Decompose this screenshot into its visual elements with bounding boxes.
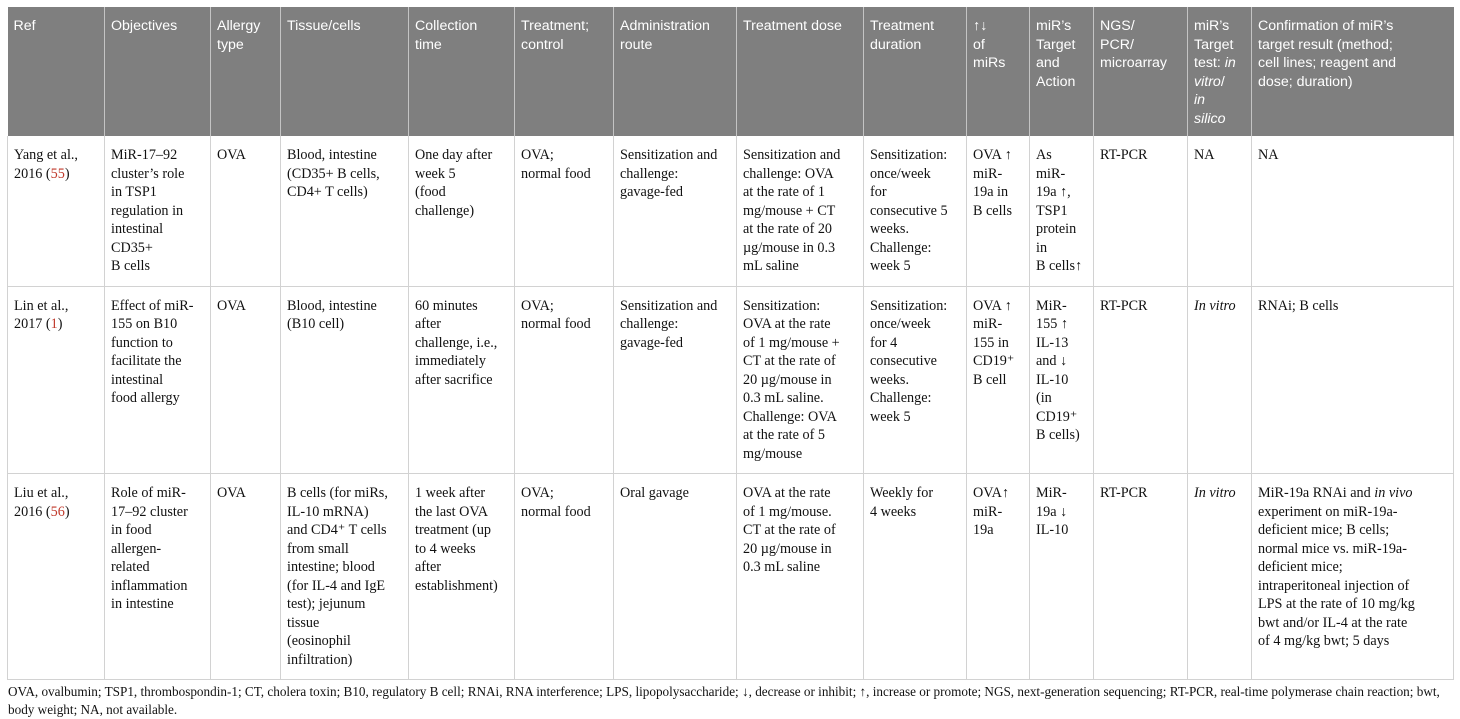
cell-line: 4 weeks (870, 503, 917, 520)
table-row (8, 286, 1454, 474)
cell-ref (8, 136, 105, 286)
cell-line: B cells↑ (1036, 258, 1083, 274)
cell-ngs (1094, 474, 1188, 680)
cell-line: TSP1 (1036, 202, 1068, 219)
cell-line: at the rate of 20 (743, 221, 833, 237)
cell-line: consecutive 5 (870, 202, 948, 219)
cell-dose (737, 286, 864, 474)
cell-line: Sensitization: (743, 297, 821, 314)
cell-target (1030, 474, 1094, 680)
cell-line: 19a ↑, (1036, 184, 1071, 200)
cell-line: 20 µg/mouse in (743, 371, 832, 388)
cell-line: IL-13 (1036, 334, 1069, 351)
cell-collection (409, 136, 515, 286)
cell-mirs (967, 286, 1030, 474)
cell-line: after (415, 559, 441, 575)
table-body (8, 136, 1454, 680)
header-administration-route: Administration route (614, 7, 737, 136)
cell-allergy (211, 286, 281, 474)
cell-line: 1 week after (415, 485, 486, 501)
cell-line: CT at the rate of (743, 353, 836, 369)
cell-line: in (1036, 239, 1048, 256)
cell-line: deficient mice; B cells; (1258, 522, 1390, 538)
cell-line: OVA; (521, 485, 554, 501)
cell-line: Challenge: OVA (743, 408, 837, 425)
cell-target (1030, 286, 1094, 474)
cell-line: regulation in (111, 202, 184, 219)
cell-line: OVA; (521, 147, 554, 163)
cell-line: week 5 (415, 165, 456, 182)
cell-line: food allergy (111, 390, 180, 406)
cell-objectives (105, 136, 211, 286)
cell-line: 60 minutes (415, 297, 478, 314)
cell-line: intestinal (111, 371, 164, 388)
cell-line: inflammation (111, 577, 188, 594)
cell-line: OVA (217, 297, 246, 314)
cell-target (1030, 136, 1094, 286)
cell-allergy (211, 474, 281, 680)
cell-line: function to (111, 334, 173, 351)
cell-line: 19a ↓ (1036, 503, 1068, 520)
cell-line: related (111, 559, 150, 575)
cell-line: in TSP1 (111, 184, 157, 200)
cell-line: after (415, 316, 441, 332)
cell-line: OVA; (521, 297, 554, 314)
cell-line: MiR-17–92 (111, 147, 178, 163)
cell-test (1188, 286, 1252, 474)
cell-line: (B10 cell) (287, 316, 345, 332)
table-row (8, 136, 1454, 286)
cell-line: experiment on miR-19a- (1258, 503, 1398, 520)
cell-line: RT-PCR (1100, 147, 1148, 163)
cell-allergy (211, 136, 281, 286)
cell-line: 2016 (56) (14, 503, 70, 520)
cell-treatment (515, 474, 614, 680)
cell-line: OVA (217, 485, 246, 501)
cell-line: protein (1036, 221, 1077, 237)
cell-line: week 5 (870, 408, 911, 425)
cell-collection (409, 286, 515, 474)
cell-line: challenge: OVA (743, 165, 834, 182)
cell-line: IL-10 (1036, 371, 1069, 388)
cell-line: In vitro (1194, 297, 1236, 314)
cell-ref (8, 286, 105, 474)
cell-line: CD19⁺ (1036, 408, 1078, 425)
cell-line: NA (1258, 147, 1279, 163)
cell-line: to 4 weeks (415, 540, 476, 557)
cell-line: Sensitization and (620, 147, 718, 163)
cell-test (1188, 474, 1252, 680)
cell-route (614, 286, 737, 474)
cell-line: intestine; blood (287, 559, 375, 575)
cell-line: In vitro (1194, 485, 1236, 501)
cell-line: gavage-fed (620, 334, 684, 351)
cell-objectives (105, 474, 211, 680)
cell-ref (8, 474, 105, 680)
table-footnote: OVA, ovalbumin; TSP1, thrombospondin-1; CT, cholera toxin; B10, regulatory B cell; RNAi, RNA interference; LPS, lipopolysaccharide; ↓, decrease or inhibit; ↑, increase or promote; NGS, next-generation sequencing; RT-PCR, real-time polymerase chain reaction; bwt, body weight; NA, not available. (8, 684, 1440, 717)
cell-line: Sensitization and (743, 147, 841, 163)
cell-route (614, 136, 737, 286)
header-treatment-control: Treatment; control (515, 7, 614, 136)
cell-line: Liu et al., (14, 485, 69, 501)
header-objectives: Objectives (105, 7, 211, 136)
cell-line: treatment (up (415, 522, 492, 538)
cell-line: normal mice vs. miR-19a- (1258, 540, 1407, 557)
cell-line: Sensitization: (870, 147, 948, 163)
cell-line: MiR-19a RNAi and in vivo (1258, 485, 1413, 501)
cell-line: LPS at the rate of 10 mg/kg (1258, 596, 1415, 612)
cell-line: Oral gavage (620, 485, 689, 501)
cell-line: B cells) (1036, 427, 1080, 443)
cell-line: CD19⁺ (973, 353, 1015, 369)
cell-line: the last OVA (415, 503, 489, 520)
cell-line: miR- (973, 165, 1003, 182)
cell-mirs (967, 474, 1030, 680)
cell-line: immediately (415, 353, 486, 369)
cell-line: of 1 mg/mouse. (743, 503, 832, 520)
cell-line: challenge, i.e., (415, 334, 498, 351)
table-container (7, 7, 1453, 719)
cell-line: once/week (870, 316, 931, 332)
cell-line: intraperitoneal injection of (1258, 577, 1410, 594)
cell-confirm (1252, 474, 1454, 680)
cell-line: 155 in (973, 334, 1009, 351)
cell-line: One day after (415, 147, 493, 163)
cell-line: and ↓ (1036, 353, 1068, 369)
cell-line: intestinal (111, 221, 164, 237)
cell-line: challenge: (620, 316, 679, 332)
cell-mirs (967, 136, 1030, 286)
header-mirs-direction: ↑↓ of miRs (967, 7, 1030, 136)
cell-line: normal food (521, 165, 591, 182)
header-target-test-line: in (1194, 92, 1206, 108)
cell-line: 0.3 mL saline (743, 559, 821, 575)
cell-tissue (281, 136, 409, 286)
cell-line: 19a (973, 522, 994, 538)
reference-link[interactable]: 56 (50, 503, 65, 520)
cell-line: 155 ↑ (1036, 316, 1068, 332)
cell-line: RNAi; B cells (1258, 297, 1339, 314)
cell-line: for (870, 184, 887, 200)
cell-line: miR- (973, 316, 1003, 332)
header-target-test (1188, 7, 1252, 136)
cell-line: Blood, intestine (287, 297, 377, 314)
cell-line: miR- (1036, 165, 1066, 182)
cell-line: B cells (for miRs, (287, 485, 388, 501)
cell-route (614, 474, 737, 680)
cell-line: Challenge: (870, 239, 932, 256)
reference-link[interactable]: 55 (50, 165, 65, 182)
cell-duration (864, 136, 967, 286)
header-target-test-line: Target (1194, 36, 1234, 53)
cell-line: test); jejunum (287, 596, 366, 612)
cell-line: OVA ↑ (973, 297, 1012, 314)
cell-line: (in (1036, 390, 1052, 406)
header-mirs-target-action: miR’s Target and Action (1030, 7, 1094, 136)
cell-line: 17–92 cluster (111, 503, 188, 520)
cell-line: 2016 (55) (14, 165, 70, 182)
cell-line: 0.3 mL saline. (743, 390, 824, 406)
cell-line: Blood, intestine (287, 147, 377, 163)
cell-line: cluster’s role (111, 165, 185, 182)
cell-line: at the rate of 5 (743, 427, 825, 443)
cell-line: weeks. (870, 221, 910, 237)
cell-line: Effect of miR- (111, 297, 194, 314)
cell-line: B cells (111, 258, 151, 274)
cell-line: (for IL-4 and IgE (287, 577, 386, 594)
cell-line: MiR- (1036, 485, 1067, 501)
cell-line: OVA (217, 147, 246, 163)
cell-line: OVA at the rate (743, 316, 831, 332)
cell-line: weeks. (870, 371, 910, 388)
cell-ngs (1094, 136, 1188, 286)
cell-line: (eosinophil (287, 633, 351, 649)
cell-dose (737, 136, 864, 286)
cell-line: CT at the rate of (743, 522, 836, 538)
cell-line: 155 on B10 (111, 316, 178, 332)
cell-line: mL saline (743, 258, 799, 274)
cell-line: mg/mouse (743, 445, 803, 462)
cell-line: gavage-fed (620, 184, 684, 200)
cell-line: CD4+ T cells) (287, 184, 368, 200)
cell-line: B cell (973, 371, 1007, 388)
header-ref: Ref (8, 7, 105, 136)
cell-line: after sacrifice (415, 371, 493, 388)
header-collection-time: Collection time (409, 7, 515, 136)
cell-line: IL-10 (1036, 522, 1069, 538)
cell-line: and CD4⁺ T cells (287, 522, 387, 538)
cell-line: Weekly for (870, 485, 934, 501)
cell-line: mg/mouse + CT (743, 202, 836, 219)
cell-line: 20 µg/mouse in (743, 540, 832, 557)
cell-line: bwt and/or IL-4 at the rate (1258, 614, 1408, 631)
cell-line: NA (1194, 147, 1215, 163)
header-target-test-line: vitro/ (1194, 73, 1225, 90)
cell-tissue (281, 286, 409, 474)
mirna-studies-table (7, 7, 1454, 680)
cell-line: 19a in (973, 184, 1009, 200)
cell-confirm (1252, 136, 1454, 286)
header-tissue-cells: Tissue/cells (281, 7, 409, 136)
cell-line: in intestine (111, 596, 174, 612)
header-target-test-text (1194, 17, 1245, 128)
reference-link[interactable]: 1 (50, 316, 58, 332)
cell-line: MiR- (1036, 297, 1067, 314)
header-target-test-line: miR’s (1194, 18, 1230, 34)
cell-line: in food (111, 522, 152, 538)
cell-confirm (1252, 286, 1454, 474)
cell-line: OVA at the rate (743, 485, 831, 501)
cell-line: (food (415, 184, 446, 200)
cell-line: B cells (973, 202, 1013, 219)
cell-line: for 4 (870, 334, 898, 351)
header-row (8, 7, 1454, 136)
cell-line: Sensitization: (870, 297, 948, 314)
cell-line: As (1036, 147, 1052, 163)
cell-line: RT-PCR (1100, 297, 1148, 314)
cell-line: Role of miR- (111, 485, 186, 501)
cell-line: challenge: (620, 165, 679, 182)
cell-line: 2017 (1) (14, 316, 63, 332)
header-target-test-line: silico (1194, 110, 1226, 127)
cell-line: allergen- (111, 540, 162, 557)
cell-objectives (105, 286, 211, 474)
header-target-test-line: test: in (1194, 55, 1236, 71)
cell-line: (CD35+ B cells, (287, 165, 380, 182)
cell-line: miR- (973, 503, 1003, 520)
cell-tissue (281, 474, 409, 680)
cell-line: at the rate of 1 (743, 184, 825, 200)
cell-line: of 1 mg/mouse + (743, 334, 840, 351)
cell-line: OVA ↑ (973, 147, 1012, 163)
header-confirmation: Confirmation of miR’s target result (method; cell lines; reagent and dose; duration) (1252, 7, 1454, 136)
header-ngs-pcr-microarray: NGS/ PCR/ microarray (1094, 7, 1188, 136)
cell-line: challenge) (415, 202, 475, 219)
cell-duration (864, 474, 967, 680)
cell-collection (409, 474, 515, 680)
cell-duration (864, 286, 967, 474)
cell-line: consecutive (870, 353, 937, 369)
cell-line: Lin et al., (14, 297, 69, 314)
cell-line: of 4 mg/kg bwt; 5 days (1258, 633, 1390, 649)
cell-line: Sensitization and (620, 297, 718, 314)
cell-ngs (1094, 286, 1188, 474)
table-row (8, 474, 1454, 680)
cell-line: CD35+ (111, 239, 153, 256)
cell-line: IL-10 mRNA) (287, 503, 369, 520)
cell-line: week 5 (870, 258, 911, 274)
cell-line: OVA↑ (973, 485, 1010, 501)
cell-line: Yang et al., (14, 147, 78, 163)
cell-line: infiltration) (287, 651, 353, 668)
cell-line: RT-PCR (1100, 485, 1148, 501)
cell-test (1188, 136, 1252, 286)
cell-line: normal food (521, 503, 591, 520)
header-allergy-type: Allergy type (211, 7, 281, 136)
cell-line: establishment) (415, 577, 498, 594)
cell-line: deficient mice; (1258, 559, 1343, 575)
cell-line: tissue (287, 614, 320, 631)
cell-line: Challenge: (870, 390, 932, 406)
header-treatment-dose: Treatment dose (737, 7, 864, 136)
cell-line: from small (287, 540, 349, 557)
header-treatment-duration: Treatment duration (864, 7, 967, 136)
cell-line: normal food (521, 316, 591, 332)
cell-treatment (515, 136, 614, 286)
cell-line: once/week (870, 165, 931, 182)
cell-line: facilitate the (111, 353, 182, 369)
cell-dose (737, 474, 864, 680)
cell-line: µg/mouse in 0.3 (743, 239, 836, 256)
cell-treatment (515, 286, 614, 474)
